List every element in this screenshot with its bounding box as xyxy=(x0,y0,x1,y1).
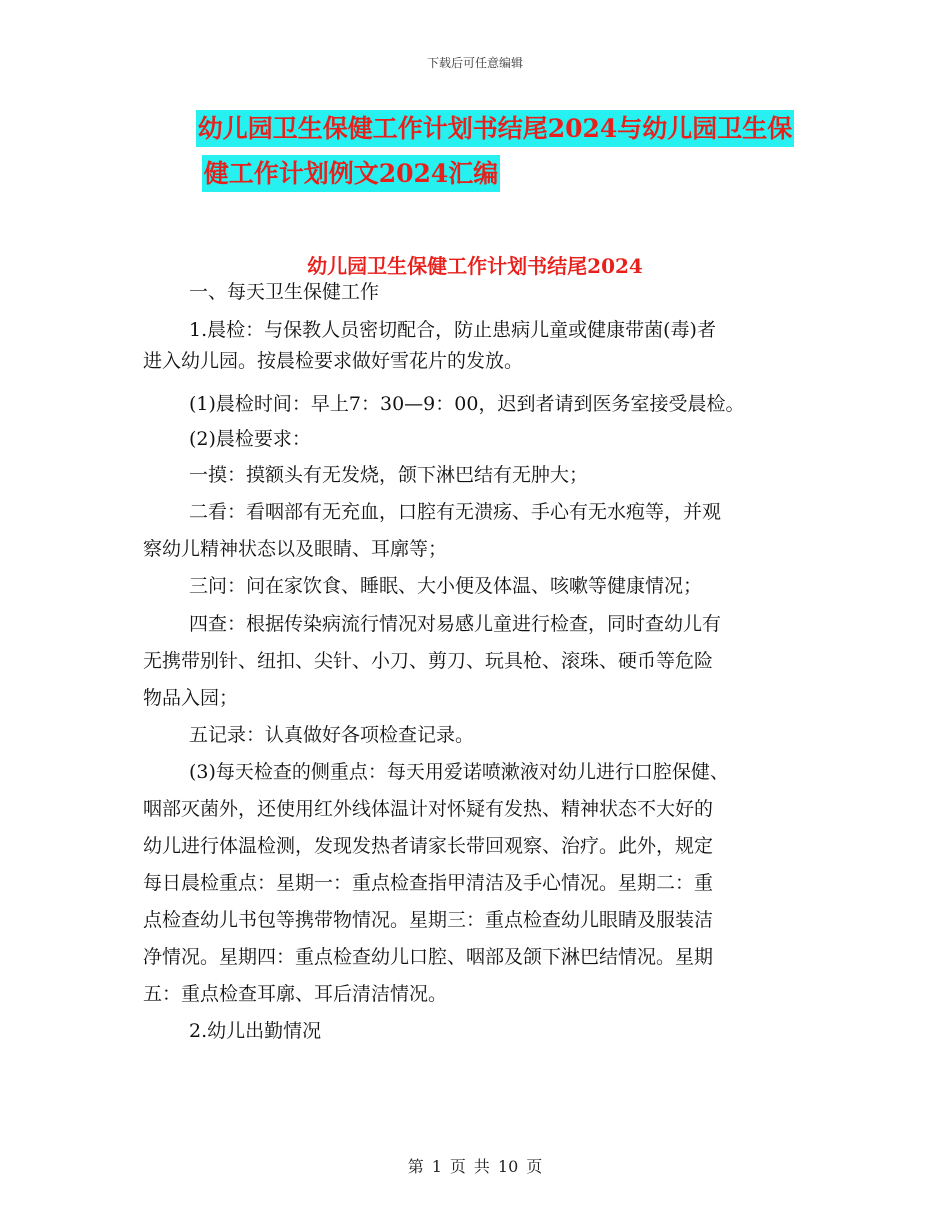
body-line: 物品入园； xyxy=(143,687,239,709)
page-number: 1 xyxy=(431,1157,442,1176)
body-line: 点检查幼儿书包等携带物情况。星期三：重点检查幼儿眼睛及服装洁 xyxy=(143,909,714,931)
section-subtitle: 幼儿园卫生保健工作计划书结尾2024 xyxy=(307,254,643,278)
body-line: 进入幼儿园。按晨检要求做好雪花片的发放。 xyxy=(143,350,524,372)
page-total: 10 xyxy=(497,1157,519,1176)
body-line: 每日晨检重点：星期一：重点检查指甲清洁及手心情况。星期二：重 xyxy=(143,872,714,894)
main-title-line-2: 健工作计划例文2024汇编 xyxy=(0,159,826,189)
body-line: (1)晨检时间：早上7：30—9：00，迟到者请到医务室接受晨检。 xyxy=(189,393,745,415)
body-line: (3)每天检查的侧重点：每天用爱诺喷漱液对幼儿进行口腔保健、 xyxy=(189,761,729,783)
body-line: 三问：问在家饮食、睡眠、大小便及体温、咳嗽等健康情况； xyxy=(189,575,703,597)
body-line: 净情况。星期四：重点检查幼儿口腔、咽部及颌下淋巴结情况。星期 xyxy=(143,946,714,968)
main-title-line-1: 幼儿园卫生保健工作计划书结尾2024与幼儿园卫生保 xyxy=(20,114,950,144)
body-line: 一、每天卫生保健工作 xyxy=(189,281,380,303)
page-footer: 第 1 页 共 10 页 xyxy=(407,1157,543,1176)
body-line: (2)晨检要求： xyxy=(189,428,311,450)
body-line: 四查：根据传染病流行情况对易感儿童进行检查，同时查幼儿有 xyxy=(189,613,722,635)
header-note: 下载后可任意编辑 xyxy=(426,56,523,70)
body-line: 无携带别针、纽扣、尖针、小刀、剪刀、玩具枪、滚珠、硬币等危险 xyxy=(143,650,714,672)
body-line: 幼儿进行体温检测，发现发热者请家长带回观察、治疗。此外，规定 xyxy=(143,835,714,857)
body-line: 五：重点检查耳廓、耳后清洁情况。 xyxy=(143,983,448,1005)
body-line: 五记录：认真做好各项检查记录。 xyxy=(189,724,475,746)
body-line: 1.晨检：与保教人员密切配合，防止患病儿童或健康带菌(毒)者 xyxy=(189,319,716,341)
body-line: 一摸：摸额头有无发烧，颌下淋巴结有无肿大； xyxy=(189,464,589,486)
body-line: 2.幼儿出勤情况 xyxy=(189,1020,322,1042)
body-line: 察幼儿精神状态以及眼睛、耳廓等； xyxy=(143,538,448,560)
body-line: 咽部灭菌外，还使用红外线体温计对怀疑有发热、精神状态不大好的 xyxy=(143,798,714,820)
body-line: 二看：看咽部有无充血，口腔有无溃疡、手心有无水疱等，并观 xyxy=(189,501,722,523)
